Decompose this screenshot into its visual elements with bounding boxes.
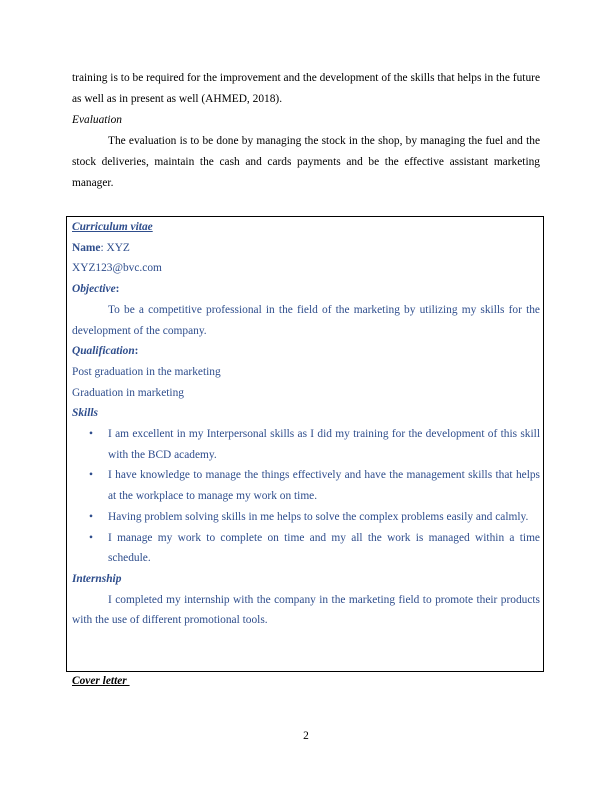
evaluation-heading: Evaluation [72, 114, 122, 126]
objective-colon: : [115, 283, 120, 296]
cv-email: XYZ123@bvc.com [72, 262, 162, 275]
skill-text: I am excellent in my Interpersonal skills as I did my training for the development of this skill with the BCD academy. [108, 428, 540, 461]
objective-label: Objective [72, 283, 116, 296]
curriculum-vitae-box [66, 216, 544, 672]
skill-text: I have knowledge to manage the things effectively and have the management skills that helps at the workplace to manage my work on time. [108, 469, 540, 503]
objective-text: To be a competitive professional in the field of the marketing by utilizing my skills for the development of the company. [72, 303, 540, 337]
objective-heading [72, 279, 540, 300]
intro-section [72, 68, 540, 194]
skill-text: I manage my work to complete on time and my all the work is managed within a time schedule. [108, 531, 540, 565]
qualification-colon: : [134, 345, 139, 358]
bullet-icon: • [89, 531, 93, 544]
skill-item [89, 424, 540, 465]
bullet-icon: • [89, 510, 93, 523]
intro-paragraph: training is to be required for the improvement and the development of the skills that helps in the future as well as in present as well (AHMED, 2018). [72, 72, 540, 105]
cover-letter-heading: Cover letter [72, 675, 130, 687]
qualification-label: Qualification [72, 345, 135, 358]
name-value: : XYZ [100, 241, 130, 254]
skills-heading: Skills [72, 407, 98, 420]
bullet-icon: • [89, 469, 93, 482]
cv-content [72, 217, 540, 631]
page-number: 2 [303, 730, 309, 742]
skills-list [72, 424, 540, 569]
qualification-heading [72, 341, 540, 362]
cv-title: Curriculum vitae [72, 221, 153, 233]
bullet-icon: • [89, 428, 93, 441]
cv-name-line [72, 238, 540, 259]
evaluation-paragraph: The evaluation is to be done by managing the stock in the shop, by managing the fuel and the stock deliveries, maintain the cash and cards payments and be the effective assistant marketing manager. [72, 135, 540, 189]
qualification-item: Post graduation in the marketing [72, 365, 221, 378]
skill-item [89, 507, 540, 528]
skill-item [89, 528, 540, 569]
name-label: Name [72, 241, 101, 254]
internship-heading: Internship [72, 572, 122, 585]
skill-text: Having problem solving skills in me helps to solve the complex problems easily and calmly. [108, 510, 529, 523]
skill-item [89, 465, 540, 506]
qualification-item: Graduation in marketing [72, 386, 184, 399]
internship-text: I completed my internship with the company in the marketing field to promote their products with the use of different promotional tools. [72, 593, 540, 627]
